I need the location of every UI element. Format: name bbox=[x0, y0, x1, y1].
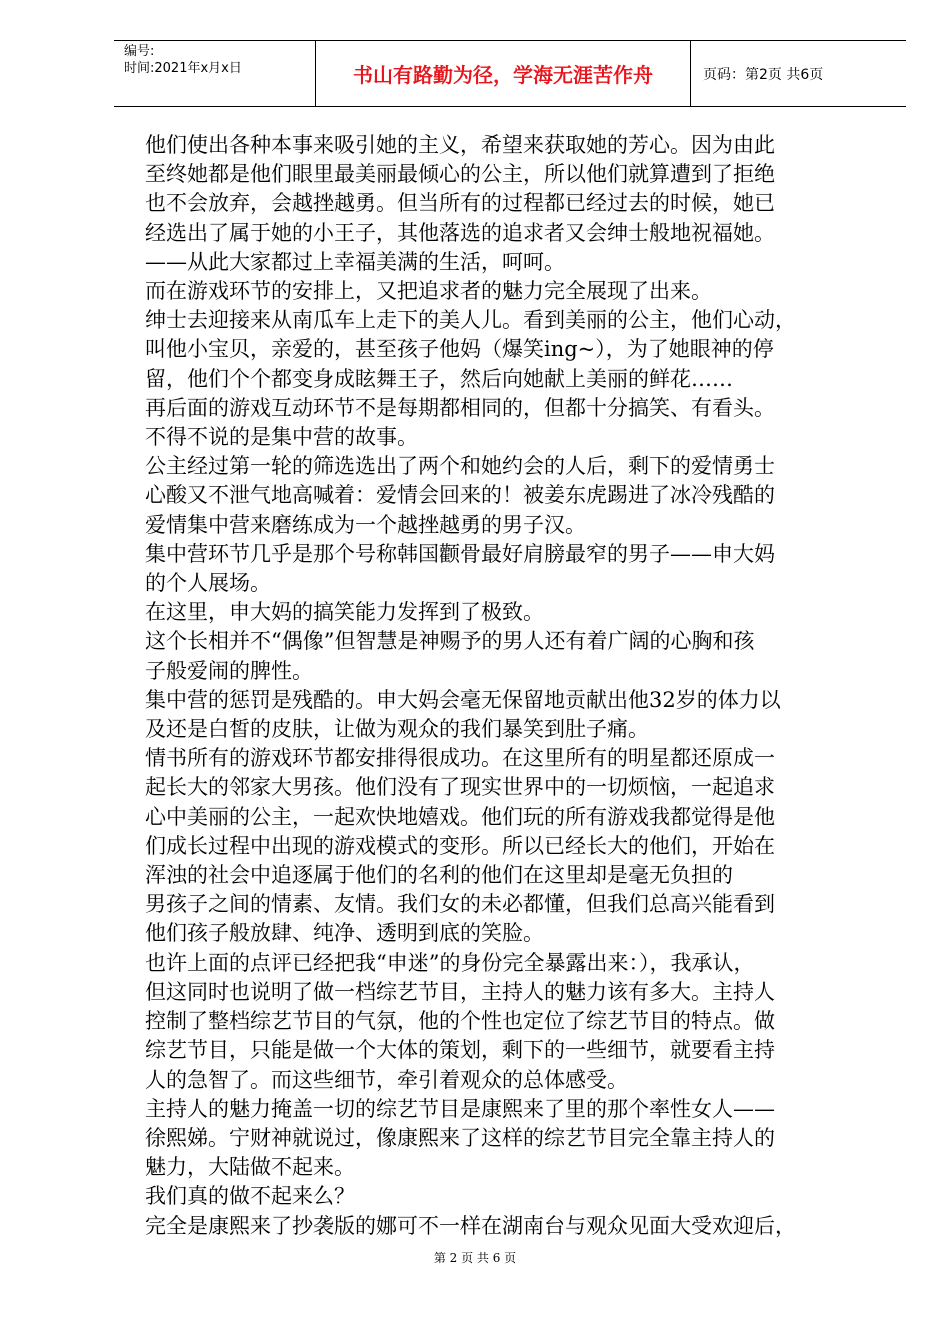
body-text-line: 经选出了属于她的小王子，其他落选的追求者又会绅士般地祝福她。 bbox=[145, 220, 775, 245]
body-text-line: 心酸又不泄气地高喊着：爱情会回来的！被姜东虎踢进了冰冷残酷的 bbox=[145, 483, 775, 508]
body-text-line: 情书所有的游戏环节都安排得很成功。在这里所有的明星都还原成一 bbox=[145, 746, 775, 771]
body-text-line: 完全是康熙来了抄袭版的娜可不一样在湖南台与观众见面大受欢迎后， bbox=[145, 1213, 796, 1238]
page-header bbox=[114, 40, 906, 107]
body-text-line: 及还是白皙的皮肤，让做为观众的我们暴笑到肚子痛。 bbox=[145, 717, 649, 742]
body-text-line: 徐熙娣。宁财神就说过，像康熙来了这样的综艺节目完全靠主持人的 bbox=[145, 1125, 775, 1150]
body-text-line: 他们孩子般放肆、纯净、透明到底的笑脸。 bbox=[145, 921, 544, 946]
document-time-label: 时间:2021年x月x日 bbox=[124, 61, 242, 76]
body-text-line: 子般爱闹的脾性。 bbox=[145, 658, 313, 683]
body-text-line: 也许上面的点评已经把我“申迷”的身份完全暴露出来：），我承认， bbox=[145, 950, 755, 975]
body-text-line: 但这同时也说明了做一档综艺节目，主持人的魅力该有多大。主持人 bbox=[145, 979, 775, 1004]
body-text-line: 我们真的做不起来么？ bbox=[145, 1184, 355, 1209]
body-text-line: 不得不说的是集中营的故事。 bbox=[145, 425, 418, 450]
body-text-line: 爱情集中营来磨练成为一个越挫越勇的男子汉。 bbox=[145, 512, 586, 537]
body-text-line: 浑浊的社会中追逐属于他们的名利的他们在这里却是毫无负担的 bbox=[145, 863, 733, 888]
header-motto: 书山有路勤为径，学海无涯苦作舟 bbox=[316, 41, 691, 106]
body-text-line: 的个人展场。 bbox=[145, 571, 271, 596]
body-text-line: 们成长过程中出现的游戏模式的变形。所以已经长大的他们，开始在 bbox=[145, 833, 775, 858]
body-text-line: 集中营环节几乎是那个号称韩国颧骨最好肩膀最窄的男子——申大妈 bbox=[145, 541, 775, 566]
body-text-line: 人的急智了。而这些细节，牵引着观众的总体感受。 bbox=[145, 1067, 628, 1092]
body-text-line: 至终她都是他们眼里最美丽最倾心的公主，所以他们就算遭到了拒绝 bbox=[145, 162, 775, 187]
body-text-line: ——从此大家都过上幸福美满的生活，呵呵。 bbox=[145, 249, 565, 274]
document-number-label: 编号: bbox=[124, 44, 155, 59]
body-text-line: 留，他们个个都变身成眩舞王子，然后向她献上美丽的鲜花…… bbox=[145, 366, 733, 391]
body-text-line: 集中营的惩罚是残酷的。申大妈会毫无保留地贡献出他32岁的体力以 bbox=[145, 687, 781, 712]
body-text-line: 再后面的游戏互动环节不是每期都相同的，但都十分搞笑、有看头。 bbox=[145, 395, 775, 420]
header-page-info: 页码：第2页 共6页 bbox=[703, 66, 824, 83]
body-text-line: 公主经过第一轮的筛选选出了两个和她约会的人后，剩下的爱情勇士 bbox=[145, 454, 775, 479]
document-body bbox=[145, 131, 870, 1241]
body-text-line: 也不会放弃，会越挫越勇。但当所有的过程都已经过去的时候，她已 bbox=[145, 191, 775, 216]
page-footer: 第 2 页 共 6 页 bbox=[433, 1251, 517, 1265]
body-text-line: 综艺节目，只能是做一个大体的策划，剩下的一些细节，就要看主持 bbox=[145, 1038, 775, 1063]
body-text-line: 控制了整档综艺节目的气氛，他的个性也定位了综艺节目的特点。做 bbox=[145, 1009, 775, 1034]
body-text-line: 而在游戏环节的安排上，又把追求者的魅力完全展现了出来。 bbox=[145, 279, 712, 304]
body-text-line: 起长大的邻家大男孩。他们没有了现实世界中的一切烦恼，一起追求 bbox=[145, 775, 775, 800]
body-text-line: 这个长相并不“偶像”但智慧是神赐予的男人还有着广阔的心胸和孩 bbox=[145, 629, 755, 654]
body-text-line: 在这里，申大妈的搞笑能力发挥到了极致。 bbox=[145, 600, 544, 625]
body-text-line: 绅士去迎接来从南瓜车上走下的美人儿。看到美丽的公主，他们心动， bbox=[145, 308, 796, 333]
header-meta bbox=[114, 41, 316, 106]
body-text-line: 他们使出各种本事来吸引她的主义，希望来获取她的芳心。因为由此 bbox=[145, 133, 775, 157]
body-text-line: 魅力，大陆做不起来。 bbox=[145, 1155, 355, 1180]
body-text-line: 叫他小宝贝，亲爱的，甚至孩子他妈（爆笑ing~），为了她眼神的停 bbox=[145, 337, 774, 362]
body-text-line: 心中美丽的公主，一起欢快地嬉戏。他们玩的所有游戏我都觉得是他 bbox=[145, 804, 775, 829]
body-text-line: 主持人的魅力掩盖一切的综艺节目是康熙来了里的那个率性女人—— bbox=[145, 1096, 775, 1121]
body-text-line: 男孩子之间的情素、友情。我们女的未必都懂，但我们总高兴能看到 bbox=[145, 892, 775, 917]
